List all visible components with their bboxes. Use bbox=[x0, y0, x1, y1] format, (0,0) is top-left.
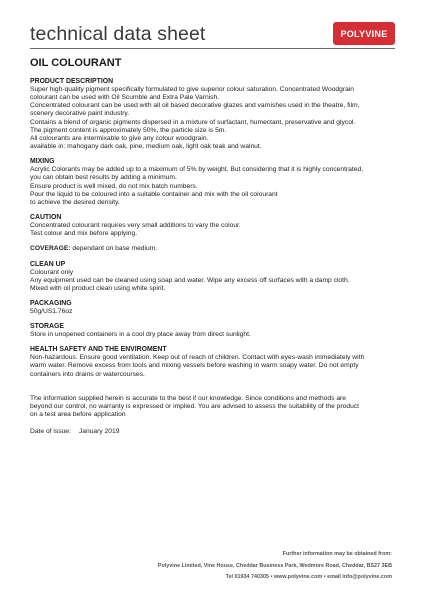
storage-section bbox=[30, 323, 395, 339]
page-footer bbox=[30, 549, 392, 584]
caution-section bbox=[30, 214, 395, 238]
health-safety-section bbox=[30, 346, 395, 378]
issue-date-value: January 2019 bbox=[78, 428, 120, 436]
coverage-heading: COVERAGE: bbox=[30, 245, 71, 253]
header-divider bbox=[30, 48, 395, 49]
page-header bbox=[0, 0, 425, 58]
page-title: technical data sheet bbox=[30, 23, 206, 45]
text-line: Non-hazardous. Ensure good ventilation. Keep out of reach of children. Contact with eyes-wash immediately with bbox=[30, 354, 365, 362]
text-line: containers into drains or watercourses. bbox=[30, 370, 145, 378]
text-line: to achieve the desired density. bbox=[30, 198, 120, 206]
document-body bbox=[30, 57, 395, 436]
product-description-section bbox=[30, 78, 395, 151]
text-line: Ensure product is well mixed, do not mix batch numbers. bbox=[30, 182, 198, 190]
text-line: 50g/US1.76oz bbox=[30, 307, 73, 315]
product-description-heading: PRODUCT DESCRIPTION bbox=[30, 78, 114, 85]
caution-heading: CAUTION bbox=[30, 214, 62, 222]
text-line: Any equipment used can be cleaned using soap and water. Wipe any excess off surfaces with a damp cloth. bbox=[30, 276, 350, 284]
text-line: Concentrated colourant can be used with all oil based decorative glazes and varnishes used in the theatre, film, bbox=[30, 102, 360, 110]
footer-contact: Tel 01934 740305 • www.polyvine.com • email info@polyvine.com bbox=[225, 574, 392, 580]
text-line: Contains a blend of organic pigments dispersed in a mixture of surfactant, humectant, preservative and glycol. bbox=[30, 118, 356, 126]
coverage-section bbox=[30, 245, 395, 253]
text-line: on a test area before application bbox=[30, 411, 126, 419]
text-line: The information supplied herein is accurate to the best if our knowledge. Since conditions and methods are bbox=[30, 394, 346, 402]
mixing-section bbox=[30, 158, 395, 207]
text-line: colourant can be used with Oil Scumble and Extra Pale Varnish. bbox=[30, 94, 220, 102]
clean-up-section bbox=[30, 261, 395, 293]
text-line: Colourant only bbox=[30, 268, 74, 276]
text-line: Pour the liquid to be coloured into a suitable container and mix with the oil colourant bbox=[30, 190, 278, 198]
text-line: you can obtain best results by adding a minimum. bbox=[30, 174, 177, 182]
text-line: Concentrated colourant requires very small additions to vary the colour. bbox=[30, 222, 241, 230]
packaging-section bbox=[30, 300, 395, 316]
text-line: Super high-quality pigment specifically formulated to give superior colour saturation. Concentrated Woodgrain bbox=[30, 86, 355, 93]
coverage-line bbox=[30, 245, 395, 253]
packaging-heading: PACKAGING bbox=[30, 299, 72, 307]
clean-up-heading: CLEAN UP bbox=[30, 260, 66, 268]
footer-address: Polyvine Limited, Vine House, Cheddar Business Park, Wedmore Road, Cheddar, BS27 3EB bbox=[157, 562, 392, 569]
text-line: The pigment content is approximately 50%, the particle size is 5m. bbox=[30, 126, 227, 134]
text-line: Store in unopened containers in a cool dry place away from direct sunlight. bbox=[30, 331, 251, 339]
text-line: Mixed with oil product clean using white spirit. bbox=[30, 284, 166, 292]
issue-date-label: Date of issue: bbox=[30, 428, 71, 436]
mixing-heading: MIXING bbox=[30, 158, 55, 166]
product-title: OIL COLOURANT bbox=[30, 57, 122, 69]
coverage-text: dependant on base medium. bbox=[70, 245, 158, 253]
issue-date-line bbox=[30, 428, 395, 436]
storage-heading: STORAGE bbox=[30, 323, 64, 331]
footer-intro: Further information may be obtained from: bbox=[282, 551, 392, 557]
health-safety-heading: HEALTH SAFETY AND THE ENVIROMENT bbox=[30, 346, 167, 354]
logo-text: POLYVINE bbox=[340, 28, 388, 39]
text-line: warm water. Remove excess from tools and mixing vessels before washing in warm soapy water. Do not empty bbox=[30, 362, 359, 370]
text-line: scenery decorative paint industry. bbox=[30, 110, 130, 118]
text-line: Test colour and mix before applying. bbox=[30, 230, 138, 238]
text-line: All colourants are intermixable to give any colour woodgrain. bbox=[30, 134, 209, 142]
disclaimer-section bbox=[30, 395, 395, 419]
text-line: available in: mahogany dark oak, pine, medium oak, light oak teak and walnut. bbox=[30, 143, 262, 151]
text-line: Acrylic Colorants may be added up to a maximum of 5% by weight. But considering that it is highly concentrated, bbox=[30, 166, 364, 174]
text-line: beyond our control, no warranty is expressed or implied. You are advised to assess the suitability of the product bbox=[30, 402, 359, 410]
polyvine-logo bbox=[333, 22, 395, 45]
